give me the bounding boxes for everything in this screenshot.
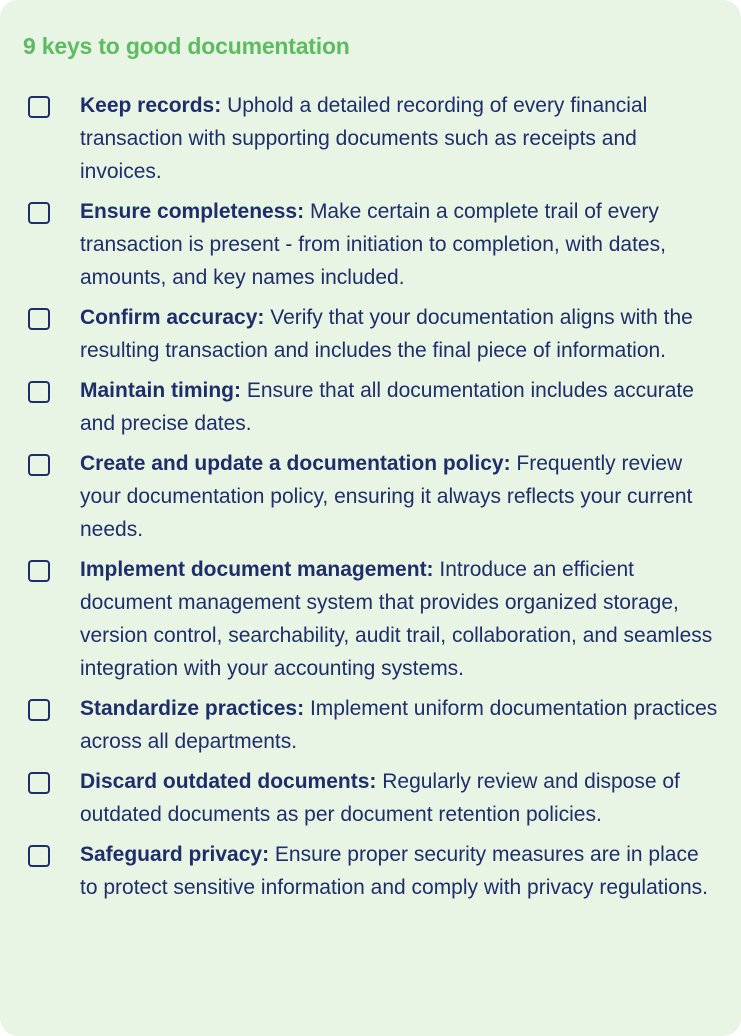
checkbox[interactable] xyxy=(28,454,50,476)
item-label: Standardize practices: xyxy=(80,697,305,720)
item-description: Make certain a complete trail of every transaction is present - from initiation to completion, with dates, amounts, and key names included. xyxy=(80,200,666,289)
checkbox[interactable] xyxy=(28,202,50,224)
item-description: Introduce an efficient document management system that provides organized storage, version control, searchability, audit trail, collaboration, and seamless integration with your accounting systems. xyxy=(80,558,713,680)
item-description: Uphold a detailed recording of every financial transaction with supporting documents such as receipts and invoices. xyxy=(80,94,648,183)
checklist-item-confirm-accuracy xyxy=(0,301,741,367)
item-description: Frequently review your documentation policy, ensuring it always reflects your current needs. xyxy=(80,452,693,541)
checklist-item-maintain-timing xyxy=(0,374,741,440)
page-title: 9 keys to good documentation xyxy=(23,33,350,59)
checkbox[interactable] xyxy=(28,381,50,403)
checkbox[interactable] xyxy=(28,308,50,330)
item-text xyxy=(80,447,720,546)
item-text xyxy=(80,301,720,367)
checklist-item-documentation-policy xyxy=(0,447,741,546)
item-label: Confirm accuracy: xyxy=(80,306,265,329)
item-description: Regularly review and dispose of outdated documents as per document retention policies. xyxy=(80,770,680,826)
checklist-item-discard-outdated xyxy=(0,765,741,831)
checklist-item-standardize-practices xyxy=(0,692,741,758)
item-text xyxy=(80,195,720,294)
checklist-item-safeguard-privacy xyxy=(0,838,741,904)
checklist-item-document-management xyxy=(0,553,741,685)
item-label: Implement document management: xyxy=(80,558,434,581)
item-description: Verify that your documentation aligns with the resulting transaction and includes the final piece of information. xyxy=(80,306,693,362)
checklist-item-keep-records xyxy=(0,89,741,188)
item-description: Ensure that all documentation includes accurate and precise dates. xyxy=(80,379,694,435)
checkbox[interactable] xyxy=(28,699,50,721)
item-text xyxy=(80,838,720,904)
item-text xyxy=(80,692,720,758)
item-label: Keep records: xyxy=(80,94,222,117)
item-label: Safeguard privacy: xyxy=(80,843,270,866)
item-label: Ensure completeness: xyxy=(80,200,305,223)
item-text xyxy=(80,553,720,685)
item-label: Discard outdated documents: xyxy=(80,770,377,793)
checklist xyxy=(0,89,741,911)
checkbox[interactable] xyxy=(28,560,50,582)
item-description: Ensure proper security measures are in place to protect sensitive information and comply with privacy regulations. xyxy=(80,843,708,899)
checkbox[interactable] xyxy=(28,772,50,794)
checkbox[interactable] xyxy=(28,96,50,118)
item-text xyxy=(80,374,720,440)
checkbox[interactable] xyxy=(28,845,50,867)
item-text xyxy=(80,765,720,831)
item-description: Implement uniform documentation practices across all departments. xyxy=(80,697,718,753)
item-label: Maintain timing: xyxy=(80,379,241,402)
checklist-item-ensure-completeness xyxy=(0,195,741,294)
item-label: Create and update a documentation policy: xyxy=(80,452,511,475)
item-text xyxy=(80,89,720,188)
